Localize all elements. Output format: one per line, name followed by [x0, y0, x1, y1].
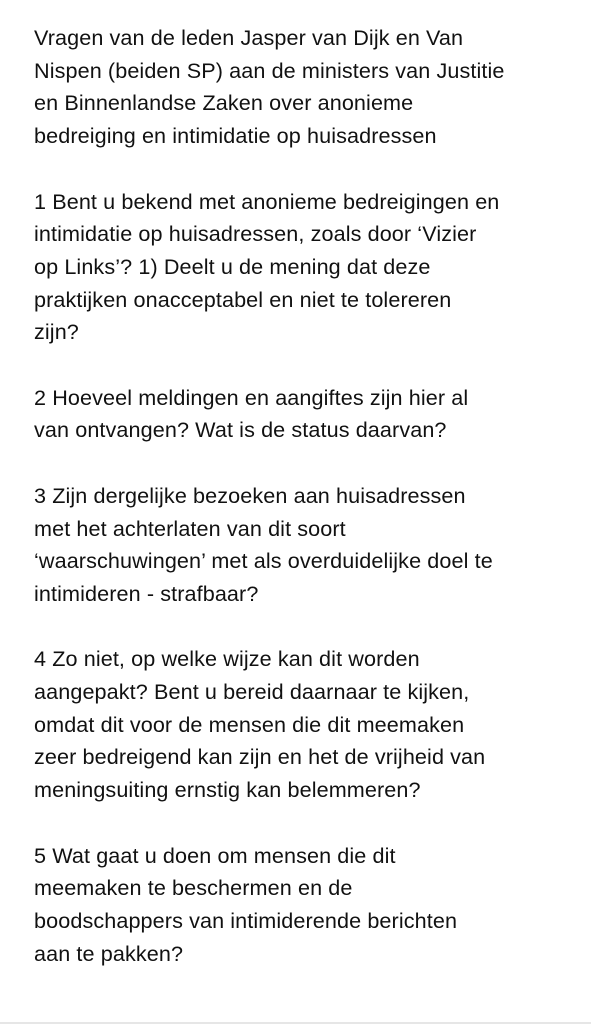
document-body — [34, 22, 582, 1003]
intro-line: bedreiging en intimidatie op huisadressen — [34, 123, 437, 149]
question-line: 2 Hoeveel meldingen en aangiftes zijn hier al — [34, 384, 469, 410]
question-line: zeer bedreigend kan zijn en het de vrijheid van — [34, 744, 486, 770]
question-line: 3 Zijn dergelijke bezoeken aan huisadressen — [34, 482, 466, 508]
question-line: van ontvangen? Wat is de status daarvan? — [34, 417, 447, 443]
question-line: praktijken onacceptabel en niet te tolereren — [34, 286, 452, 312]
question-line: meningsuiting ernstig kan belemmeren? — [34, 777, 421, 803]
question-line: aan te pakken? — [34, 940, 184, 966]
question-line: zijn? — [34, 319, 79, 345]
question-line: 1 Bent u bekend met anonieme bedreigingen en — [34, 188, 500, 214]
question-line: meemaken te beschermen en de — [34, 875, 353, 901]
intro-line: Vragen van de leden Jasper van Dijk en Van — [34, 25, 464, 50]
question-line: met het achterlaten van dit soort — [34, 515, 346, 541]
question-5 — [34, 840, 582, 971]
question-line: op Links’? 1) Deelt u de mening dat deze — [34, 253, 431, 279]
question-line: omdat dit voor de mensen die dit meemaken — [34, 711, 465, 737]
question-1 — [34, 186, 582, 350]
question-line: intimidatie op huisadressen, zoals door ‘Vizier — [34, 221, 477, 247]
intro-line: Nispen (beiden SP) aan de ministers van Justitie — [34, 57, 505, 83]
question-line: 5 Wat gaat u doen om mensen die dit — [34, 842, 396, 868]
question-2 — [34, 382, 582, 447]
question-line: ‘waarschuwingen’ met als overduidelijke doel te — [34, 548, 493, 574]
question-line: boodschappers van intimiderende berichten — [34, 907, 458, 933]
document-intro — [34, 22, 582, 153]
question-3 — [34, 480, 582, 611]
question-line: 4 Zo niet, op welke wijze kan dit worden — [34, 646, 420, 672]
question-line: intimideren - strafbaar? — [34, 580, 259, 606]
intro-line: en Binnenlandse Zaken over anonieme — [34, 90, 414, 116]
question-4 — [34, 643, 582, 807]
question-line: aangepakt? Bent u bereid daarnaar te kijken, — [34, 679, 470, 704]
